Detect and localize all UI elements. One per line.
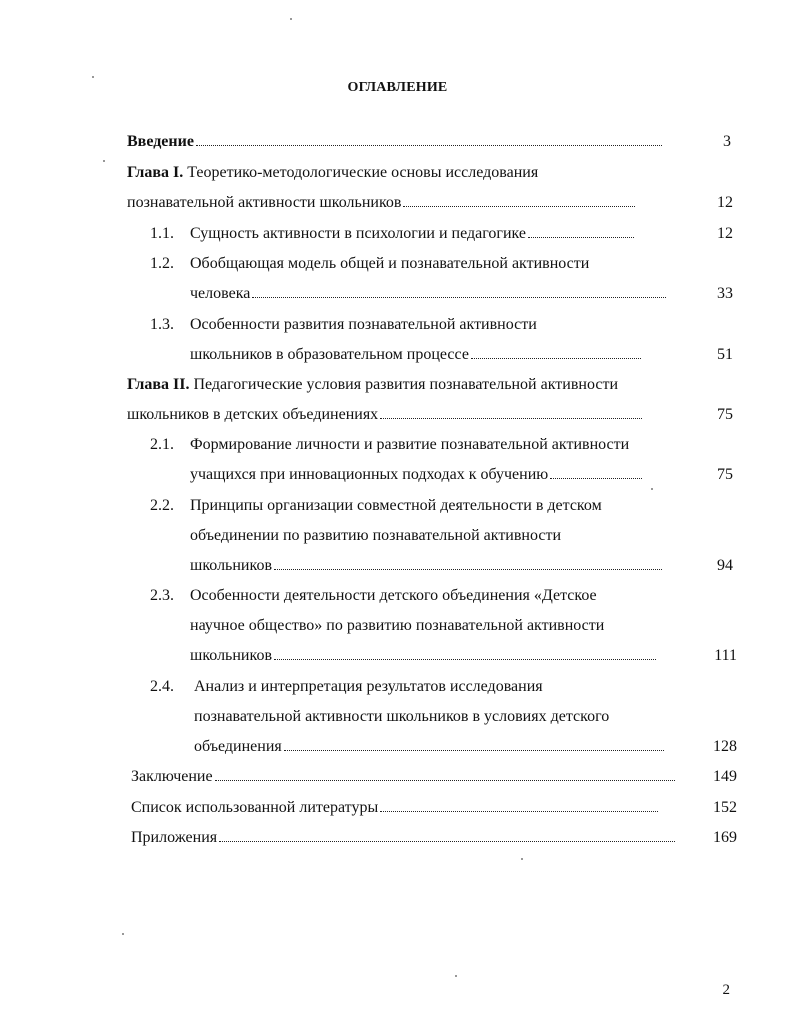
toc-entry-section-2-4-cont (194, 707, 609, 727)
toc-page-number: 75 (717, 466, 733, 483)
scan-speck (651, 488, 653, 490)
toc-entry-chapter-1-cont (127, 193, 635, 213)
dot-leader (274, 569, 662, 570)
toc-entry-label: Теоретико-методологические основы исследования (187, 164, 539, 181)
scan-speck (290, 18, 292, 20)
toc-entry-label: Заключение (131, 768, 213, 785)
toc-page-number: 3 (723, 133, 731, 150)
toc-entry-section-2-1-cont (190, 465, 642, 485)
toc-entry-label: Принципы организации совместной деятельности в детском (190, 497, 602, 514)
scan-speck (122, 933, 124, 935)
dot-leader (252, 297, 666, 298)
toc-entry-chapter-2-cont (127, 405, 642, 425)
toc-entry-section-2-2[interactable] (150, 496, 602, 516)
toc-page-number: 75 (717, 406, 733, 423)
toc-entry-label: Особенности развития познавательной активности (190, 316, 537, 333)
dot-leader (550, 478, 642, 479)
section-number: 1.2. (150, 255, 174, 272)
toc-entry-label: школьников (190, 557, 272, 574)
toc-entry-section-2-3-cont (190, 616, 604, 636)
toc-entry-section-2-3-cont2 (190, 646, 656, 666)
toc-entry-chapter-1[interactable] (127, 163, 538, 183)
scan-speck (455, 975, 457, 977)
dot-leader (380, 418, 642, 419)
toc-entry-label: Педагогические условия развития познавательной активности (193, 376, 618, 393)
toc-entry-section-2-4[interactable] (150, 677, 543, 697)
toc-entry-label: Приложения (131, 829, 218, 846)
toc-entry-section-2-3[interactable] (150, 586, 597, 606)
toc-entry-label: познавательной активности школьников в условиях детского (194, 708, 610, 725)
scan-speck (521, 858, 523, 860)
toc-entry-label: Обобщающая модель общей и познавательной активности (190, 255, 590, 272)
toc-entry-intro[interactable] (127, 132, 662, 152)
section-number: 2.2. (150, 497, 174, 514)
toc-entry-label: учащихся при инновационных подходах к обучению (190, 466, 549, 483)
dot-leader (215, 780, 675, 781)
toc-entry-label: школьников в детских объединениях (127, 406, 379, 423)
dot-leader (284, 750, 664, 751)
toc-page-number: 169 (713, 829, 737, 846)
toc-entry-chapter-2[interactable] (127, 375, 618, 395)
toc-entry-label: объединении по развитию познавательной активности (190, 527, 562, 544)
toc-entry-section-1-2-cont (190, 284, 666, 304)
toc-entry-label: научное общество» по развитию познавательной активности (190, 617, 605, 634)
toc-entry-appendices[interactable] (131, 828, 675, 848)
toc-entry-section-1-3-cont (190, 345, 641, 365)
toc-entry-section-1-3[interactable] (150, 315, 537, 335)
scan-speck (103, 160, 105, 162)
toc-page-number: 12 (717, 225, 733, 242)
toc-entry-label: школьников в образовательном процессе (190, 346, 469, 363)
section-number: 2.3. (150, 587, 174, 604)
dot-leader (380, 811, 658, 812)
page-number: 2 (722, 982, 730, 998)
toc-page-number: 111 (714, 647, 737, 664)
toc-entry-section-2-2-cont2 (190, 556, 662, 576)
toc-entry-label: познавательной активности школьников (127, 194, 402, 211)
toc-page-number: 33 (717, 285, 733, 302)
scan-speck (92, 76, 94, 78)
toc-entry-label: Список использованной литературы (131, 799, 379, 816)
section-number: 1.1. (150, 225, 174, 242)
dot-leader (219, 841, 675, 842)
toc-entry-section-2-4-cont2 (194, 737, 664, 757)
toc-entry-label: школьников (190, 647, 272, 664)
section-number: 2.1. (150, 436, 174, 453)
toc-entry-label: объединения (194, 738, 282, 755)
dot-leader (471, 358, 641, 359)
toc-heading: ОГЛАВЛЕНИЕ (347, 80, 448, 95)
toc-page-number: 149 (713, 768, 737, 785)
toc-page-number: 94 (717, 557, 733, 574)
dot-leader (403, 206, 635, 207)
toc-entry-label: Сущность активности в психологии и педагогике (190, 225, 526, 242)
toc-entry-label: Анализ и интерпретация результатов исследования (194, 678, 543, 695)
toc-page-number: 152 (713, 799, 737, 816)
chapter-prefix: Глава I. (127, 164, 184, 181)
toc-page-number: 12 (717, 194, 733, 211)
toc-entry-section-2-2-cont (190, 526, 561, 546)
dot-leader (274, 659, 656, 660)
toc-entry-conclusion[interactable] (131, 767, 675, 787)
toc-page-number: 51 (717, 346, 733, 363)
toc-entry-label: человека (190, 285, 251, 302)
toc-entry-section-1-2[interactable] (150, 254, 590, 274)
section-number: 2.4. (150, 678, 174, 695)
section-number: 1.3. (150, 316, 174, 333)
toc-entry-label: Формирование личности и развитие познавательной активности (190, 436, 630, 453)
dot-leader (196, 145, 662, 146)
toc-entry-label: Введение (127, 133, 194, 150)
dot-leader (528, 237, 634, 238)
chapter-prefix: Глава II. (127, 376, 190, 393)
toc-entry-section-1-1[interactable] (150, 224, 526, 244)
toc-entry-section-2-1[interactable] (150, 435, 630, 455)
toc-entry-label: Особенности деятельности детского объединения «Детское (190, 587, 597, 604)
toc-entry-references[interactable] (131, 798, 658, 818)
toc-page-number: 128 (713, 738, 737, 755)
